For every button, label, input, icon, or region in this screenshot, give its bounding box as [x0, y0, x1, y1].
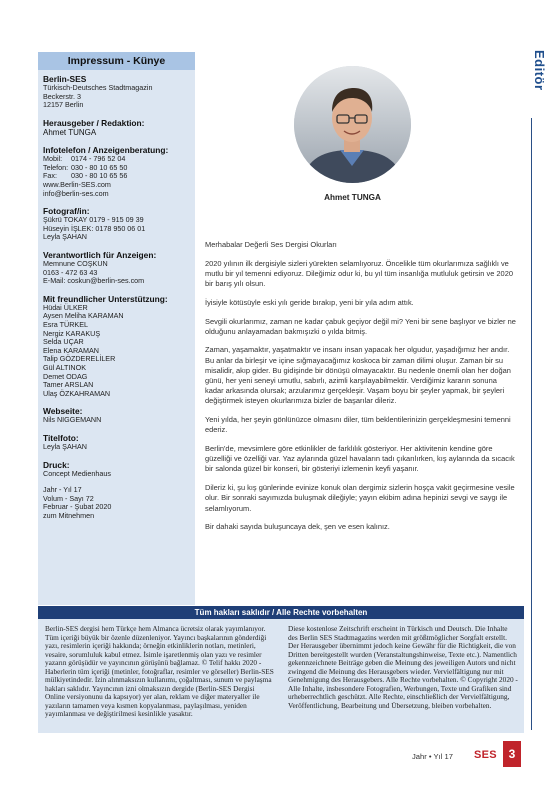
issue-block: [43, 486, 190, 520]
webmaster-name: Nils NIGGEMANN: [43, 415, 102, 425]
issue-line: Februar - Şubat 2020: [43, 502, 112, 512]
support-name: Tamer ARSLAN: [43, 380, 94, 390]
contact-key: Fax:: [43, 171, 57, 181]
letter-paragraph: Dileriz ki, şu kış günlerinde evinize konuk olan dergimiz sizlerin hoşça vakit geçirmesine vesile olur. Bir sonraki sayımızda buluşmak dileğiyle; yayın ekibim adına hepinizi sevgi ve saygı ile selamlıyorum.: [205, 483, 515, 513]
editor-heading: Herausgeber / Redaktion:: [43, 117, 145, 128]
contact-value: 0174 - 796 52 04: [71, 154, 126, 164]
contact-heading: Infotelefon / Anzeigenberatung:: [43, 145, 169, 156]
ads-line: Memnune COŞKUN: [43, 259, 108, 269]
issue-line: Volum - Sayı 72: [43, 493, 94, 503]
photographer-line: Hüseyin İŞLEK: 0178 950 06 01: [43, 223, 146, 233]
side-divider: [531, 118, 532, 730]
webmaster-heading: Webseite:: [43, 406, 83, 417]
letter-paragraph: 2020 yılının ilk dergisiyle sizleri yürekten selamlıyoruz. Öncelikle tüm okurlarımıza sağlıklı ve mutlu bir yıl temenni ediyoruz. Dileğimiz odur ki, bu yıl tüm insanlığa mutluluk getirsin ve 2020 bir barış yılı olsun.: [205, 258, 513, 289]
ads-line: 0163 - 472 63 43: [43, 267, 98, 277]
editor-block: [43, 118, 190, 138]
portrait-caption: Ahmet TUNGA: [324, 193, 381, 202]
photographer-line: Leyla ŞAHAN: [43, 232, 87, 242]
photographer-block: [43, 206, 190, 242]
support-name: Selda UÇAR: [43, 337, 84, 347]
print-heading: Druck:: [43, 459, 70, 470]
letter-paragraph: Berlin'de, mevsimlere göre etkinlikler de farklılık gösteriyor. Her aktivitenin kendine göre güzelliği ve özelliği var. Yaz aylarında güzel havaların tadı çıkarılırken, kış aylarında da sıcacık bir salonda güzel bir konseri, bir gösteriyi izlemenin keyfi yaşanır.: [205, 444, 515, 474]
editor-tab-label: Editör: [532, 50, 547, 91]
support-name: Aysen Meliha KARAMAN: [43, 311, 124, 321]
support-name: Gül ALTINOK: [43, 362, 87, 372]
website-link[interactable]: www.Berlin-SES.com: [43, 180, 111, 190]
ads-heading: Verantwortlich für Anzeigen:: [43, 250, 157, 261]
email-link[interactable]: info@berlin-ses.com: [43, 188, 109, 198]
page-number: 3: [503, 741, 521, 767]
editor-section-tab: [527, 50, 547, 110]
titlephoto-heading: Titelfoto:: [43, 432, 79, 443]
ads-block: [43, 250, 190, 286]
webmaster-block: [43, 406, 190, 425]
editorial-letter: [205, 240, 517, 541]
support-name: Talip GÖZDERELİLER: [43, 354, 116, 364]
publisher-street: Beckerstr. 3: [43, 91, 81, 101]
support-heading: Mit freundlicher Unterstützung:: [43, 293, 168, 304]
letter-paragraph: Yeni yılda, her şeyin gönlünüzce olmasını diler, tüm beklentilerinizin gerçekleşmesini temenni ederiz.: [205, 415, 511, 435]
letter-paragraph: Zaman, yaşamaktır, yaşatmaktır ve insanı insan yapacak her olgudur, yaşadığımız her andır. Bu anlar da birleşir ve içine sığmayacağımız koskoca bir zaman dilimi oluşur. Zaman bir su misalidir, akıp gider. Bu gidişinde bir dönüşü olmayacaktır. Bu nedenle önemli olan her doğan günü, her yeni seneyi umutlu, sabırlı, azimli karşılayabilmektir. Verdiğimiz kararın sonuna kadar arkasında olursak; arzularımız gerçekleşir. Vaşam boyu bir şeyler yapmak, bir şeyleri değiştirmek isteyen okurlarımıza bizler de başarılar dileriz.: [205, 345, 511, 406]
photographer-heading: Fotograf/in:: [43, 206, 90, 217]
editor-name: Ahmet TUNGA: [43, 127, 97, 137]
publisher-name: Berlin-SES: [43, 74, 87, 84]
contact-key: Mobil:: [43, 154, 63, 164]
support-name: Demet ODAG: [43, 371, 88, 381]
support-name: Ulaş ÖZKAHRAMAN: [43, 388, 111, 398]
contact-block: [43, 145, 190, 198]
ads-email[interactable]: E-Mail: coskun@berlin-ses.com: [43, 276, 145, 286]
editor-portrait: [294, 66, 411, 183]
publisher-block: [43, 74, 190, 110]
titlephoto-block: [43, 433, 190, 452]
photographer-line: Şükrü TOKAY 0179 - 915 09 39: [43, 215, 144, 225]
support-name: Esra TÜRKEL: [43, 320, 89, 329]
contact-key: Telefon:: [43, 162, 69, 172]
titlephoto-name: Leyla ŞAHAN: [43, 441, 87, 451]
contact-value: 030 - 80 10 65 50: [71, 162, 128, 172]
support-name: Nergiz KARAKUŞ: [43, 328, 101, 338]
support-name: Hüdai ÜLKER: [43, 302, 88, 312]
impressum-title: Impressum - Künye: [38, 52, 195, 70]
impressum-panel: [38, 52, 195, 605]
letter-closing: Bir dahaki sayıda buluşuncaya dek, şen ve esen kalınız.: [205, 522, 390, 532]
publisher-tagline: Türkisch-Deutsches Stadtmagazin: [43, 83, 153, 92]
footer-logo: SES: [474, 749, 497, 761]
portrait-illustration: [294, 66, 411, 183]
issue-line: zum Mitnehmen: [43, 510, 95, 520]
print-name: Concept Medienhaus: [43, 468, 111, 478]
letter-paragraph: Sevgili okurlarımız, zaman ne kadar çabuk geçiyor değil mi? Yeni bir sene başlıyor ve bizler ne olduğunu anlayamadan bakmışızki o yılda bitmiş.: [205, 316, 516, 336]
publisher-city: 12157 Berlin: [43, 100, 84, 110]
support-block: [43, 294, 190, 399]
footer-issue: Jahr • Yıl 17: [412, 752, 453, 761]
issue-line: Jahr - Yıl 17: [43, 485, 82, 495]
rights-panel: [38, 619, 524, 733]
rights-german: Diese kostenlose Zeitschrift erscheint in Türkisch und Deutsch. Die Inhalte des Berlin SES Stadtmagazins werden mit größtmöglicher Sorgfalt erstellt. Der Herausgeber übernimmt jedoch keine Gewähr für die Richtigkeit, die von Dritten bereitgestellt wurden (Veranstaltungshinweise, Texte etc.). Namentlich gekennzeichnete Beiträge geben die Meinung des jeweiligen Autors und nicht zwingend die Meinung des Herausgebers wieder. Vervielfältigung nur mit Genehmigung des Herausgebers. Alle Rechte vorbehalten. © Copyright 2020 - Alle Inhalte, insbesondere Fotografien, Werbungen, Texte und Grafiken sind urheberrechtlich geschützt. Alle Rechte, einschließlich der Vervielfältigung, Veröffentlichung, Bearbeitung und Übersetzung, bleiben vorbehalten.: [288, 624, 518, 710]
letter-paragraph: İyisiyle kötüsüyle eski yılı geride bırakıp, yeni bir yıla adım attık.: [205, 297, 414, 307]
rights-title: Tüm hakları saklıdır / Alle Rechte vorbehalten: [38, 606, 524, 619]
print-block: [43, 460, 190, 479]
support-name: Elena KARAMAN: [43, 345, 99, 355]
contact-value: 030 - 80 10 65 56: [71, 171, 128, 181]
letter-greeting: Merhabalar Değerli Ses Dergisi Okurları: [205, 240, 337, 249]
rights-turkish: Berlin-SES dergisi hem Türkçe hem Almanca ücretsiz olarak yayımlanıyor. Tüm içeriği büyük bir özenle düzenleniyor. Yayıncı başkalarının gönderdiği yazı, resimlerin içeriği hakkında; örneğin etkinliklerin notları, metinleri, vesaire, sorumluluk kabul etmez. İsimle işaretlenmiş olan yazı ve resimler yazarın görüşüdür ve yayıncının görüşünü bağlamaz. © Telif hakkı 2020 - Haberlerin tüm içeriği (metinler, fotoğraflar, resimler ve görseller) Berlin-SES mülkiyetindedir. İzin alınmaksızın kullanımı, çoğaltması, sunum ve paylaşma hakları saklıdır. Yayıncının izni olmaksızın dergide (Berlin-SES Dergisi Online versiyonunu da kapsıyor) yer alan, reklam ve diğer materyaller ile yazıların tamamen veya kısmen kopyalanması, paylaşılması, yeniden yayımlanması ve değiştirilmesi kesinlikle yasaktır.: [45, 624, 274, 718]
